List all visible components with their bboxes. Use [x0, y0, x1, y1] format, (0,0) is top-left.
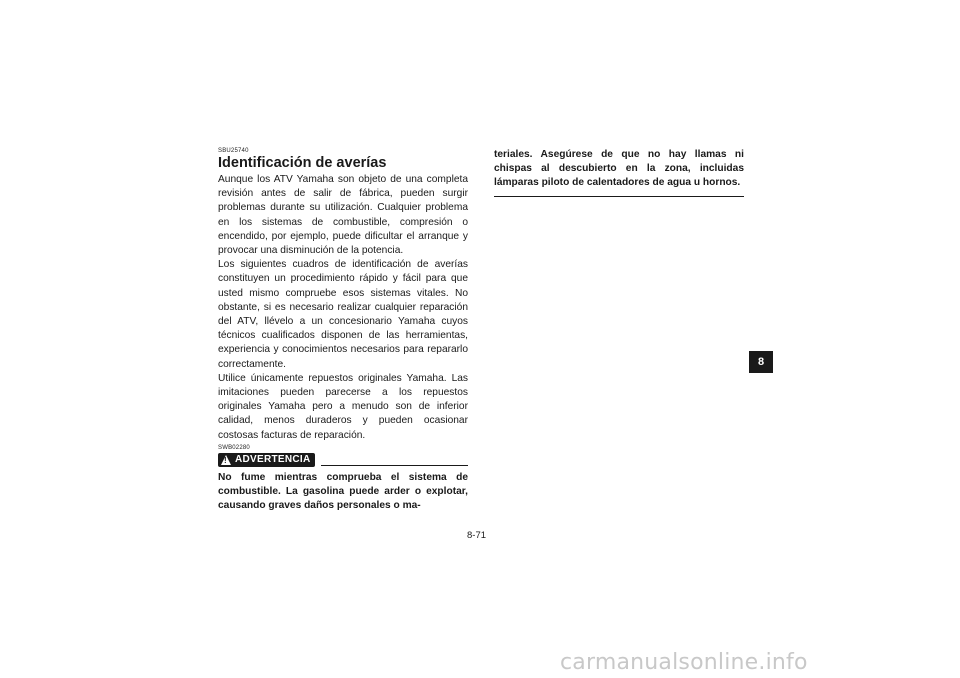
watermark: carmanualsonline.info — [560, 650, 808, 675]
warning-divider — [321, 465, 468, 466]
paragraph-1: Aunque los ATV Yamaha son objeto de una completa revisión antes de salir de fábrica, pueden surgir problemas durante su utilización. Cualquier problema en los sistemas de combustible, compresión o encendido, por ejemplo, puede dificultar el arranque y provocar una disminución de la potencia. — [218, 174, 468, 257]
warning-header — [218, 453, 468, 467]
warning-end-rule — [494, 196, 744, 197]
warning-badge — [218, 453, 315, 467]
warning-label: ADVERTENCIA — [235, 454, 311, 466]
paragraph-3: Utilice únicamente repuestos originales Yamaha. Las imitaciones pueden parecerse a los repuestos originales Yamaha pero a menudo son de inferior calidad, menos duraderos y pueden ocasionar costosas facturas de reparación. — [218, 372, 468, 441]
warning-text-right: teriales. Asegúrese de que no hay llamas ni chispas al descubierto en la zona, incluidas lámparas piloto de calentadores de agua u hornos. — [494, 149, 744, 189]
chapter-tab: 8 — [749, 351, 773, 373]
warning-code: SWB02280 — [218, 444, 250, 451]
section-code: SBU25740 — [218, 148, 249, 154]
paragraph-2: Los siguientes cuadros de identificación de averías constituyen un procedimiento rápido y fácil para que usted mismo compruebe esos sistemas vitales. No obstante, si es necesario realizar cualquier reparación del ATV, llévelo a un concesionario Yamaha cuyos técnicos cualificados disponen de las herramientas, experiencia y conocimientos necesarios para repararlo correctamente. — [218, 259, 468, 370]
right-column — [494, 148, 744, 197]
warning-symbol: ! — [224, 455, 227, 465]
page-number: 8-71 — [467, 530, 487, 541]
warning-text-left: No fume mientras comprueba el sistema de combustible. La gasolina puede arder o explotar, causando graves daños personales o ma- — [218, 471, 468, 512]
section-title: Identificación de averías — [218, 155, 387, 171]
left-column — [218, 148, 468, 513]
warning-triangle-icon — [221, 455, 231, 465]
